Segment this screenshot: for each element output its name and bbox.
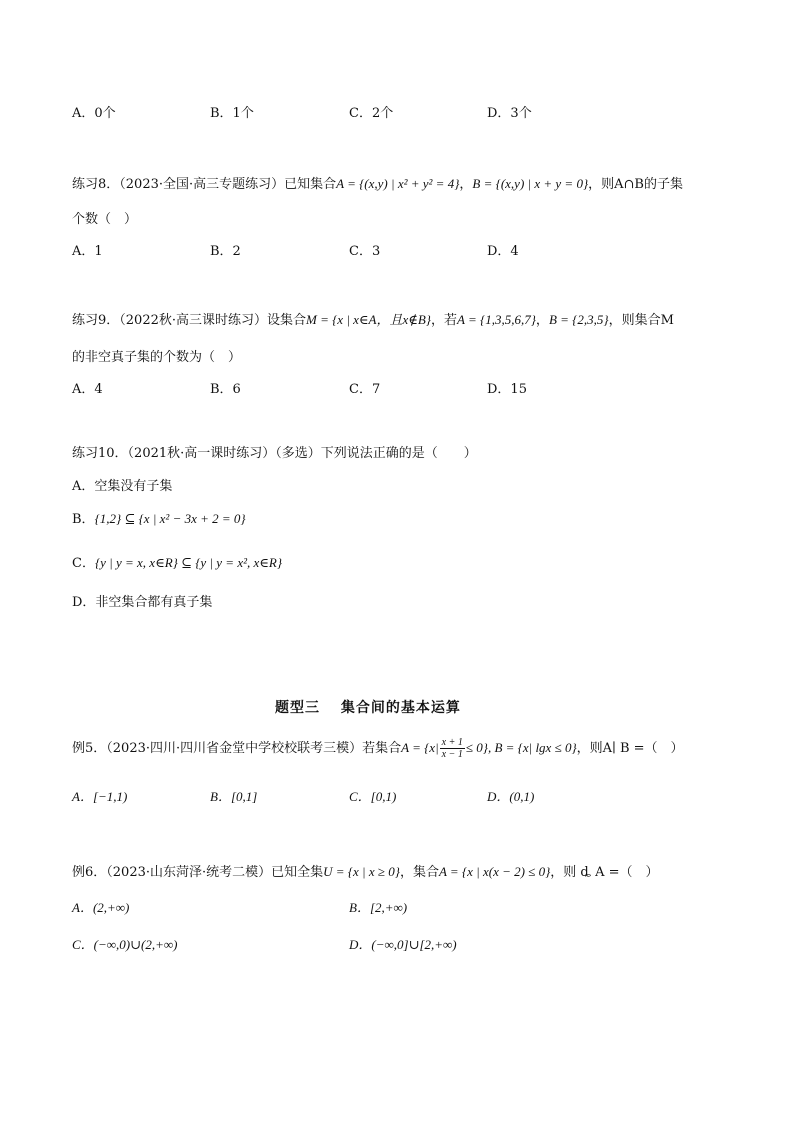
- ex6-option-c: C．(−∞,0)∪(2,+∞): [72, 937, 178, 952]
- q8-prefix: 练习8．（2023·全国·高三专题练习）已知集合: [72, 177, 337, 192]
- ex6-set-u: U = {x | x ≥ 0}: [323, 864, 400, 879]
- q8-suffix: ，则A∩B的子集: [588, 177, 683, 192]
- q8-option-c: C．3: [349, 244, 381, 259]
- q9-comma: ，: [535, 313, 549, 328]
- q9-set-b: B = {2,3,5}: [548, 312, 609, 327]
- q8-set-a: A = {(x,y) | x² + y² = 4}: [336, 176, 460, 191]
- ex6-set-a: A = {x | x(x − 2) ≤ 0}: [438, 864, 551, 879]
- ex5-stem: [72, 737, 684, 760]
- q8-stem-line2: 个数（ ）: [72, 212, 138, 227]
- ex5-suffix: ，则A∣ B =（ ）: [576, 741, 684, 756]
- q9-option-b: B．6: [210, 382, 241, 397]
- q8-stem-line1: [72, 173, 683, 192]
- q9-suffix: ，则集合M: [608, 313, 674, 328]
- q10-option-c-math: {y | y = x, x∈R} ⊆ {y | y = x², x∈R}: [94, 555, 283, 570]
- q10-stem: 练习10．（2021秋·高一课时练习）（多选）下列说法正确的是（ ）: [72, 446, 477, 461]
- q7-option-d: D．3个: [487, 106, 532, 121]
- q7-option-a: A．0个: [72, 106, 116, 121]
- q10-option-c-label: C．: [72, 556, 95, 571]
- ex5-option-c: C．[0,1): [349, 789, 397, 804]
- q7-option-c: C．2个: [349, 106, 394, 121]
- ex5-prefix: 例5．（2023·四川·四川省金堂中学校校联考三模）若集合: [72, 741, 402, 756]
- ex5-set-b: , B = {x| lgx ≤ 0}: [487, 740, 577, 755]
- ex6-stem: [72, 861, 659, 880]
- ex6-prefix: 例6．（2023·山东菏泽·统考二模）已知全集: [72, 865, 324, 880]
- q9-mid: ，若: [431, 313, 458, 328]
- ex5-set-a-left: A = {x|: [401, 740, 439, 755]
- ex6-option-a: A．(2,+∞): [72, 900, 130, 915]
- ex5-set-a-right: ≤ 0}: [465, 740, 488, 755]
- q10-option-d: D．非空集合都有真子集: [72, 595, 213, 610]
- q8-comma: ，: [459, 177, 473, 192]
- ex5-option-d: D．(0,1): [487, 789, 535, 804]
- q10-option-b-label: B．: [72, 512, 95, 527]
- q10-option-b: [72, 508, 246, 527]
- q9-option-a: A．4: [72, 382, 103, 397]
- ex5-fraction: [440, 737, 465, 760]
- q9-prefix: 练习9．（2022秋·高三课时练习）设集合: [72, 313, 306, 328]
- q9-set-a: A = {1,3,5,6,7}: [457, 312, 536, 327]
- ex6-option-d: D．(−∞,0]∪[2,+∞): [349, 937, 457, 952]
- q8-option-d: D．4: [487, 244, 519, 259]
- ex5-fraction-denominator: x − 1: [441, 749, 463, 760]
- q8-set-b: B = {(x,y) | x + y = 0}: [472, 176, 589, 191]
- ex5-fraction-numerator: x + 1: [441, 737, 463, 748]
- q10-option-a: A．空集没有子集: [72, 479, 173, 494]
- q9-stem-line2: 的非空真子集的个数为（ ）: [72, 350, 242, 365]
- ex5-option-a: A．[−1,1): [72, 789, 128, 804]
- ex5-option-b: B．[0,1]: [210, 789, 258, 804]
- q7-option-b: B．1个: [210, 106, 254, 121]
- q9-option-d: D．15: [487, 382, 527, 397]
- q8-option-a: A．1: [72, 244, 103, 259]
- ex6-option-b: B．[2,+∞): [349, 900, 408, 915]
- q8-option-b: B．2: [210, 244, 241, 259]
- q10-option-b-math: {1,2} ⊆ {x | x² − 3x + 2 = 0}: [94, 511, 246, 526]
- q9-set-m: M = {x | x∈A，且x∉B}: [306, 312, 432, 327]
- ex6-suffix: ，则 ȡ A =（ ）: [550, 865, 659, 880]
- q9-stem-line1: [72, 309, 674, 328]
- section-title: 题型三 集合间的基本运算: [275, 700, 461, 716]
- q10-option-c: [72, 552, 282, 571]
- q9-option-c: C．7: [349, 382, 381, 397]
- ex6-mid: ，集合: [399, 865, 439, 880]
